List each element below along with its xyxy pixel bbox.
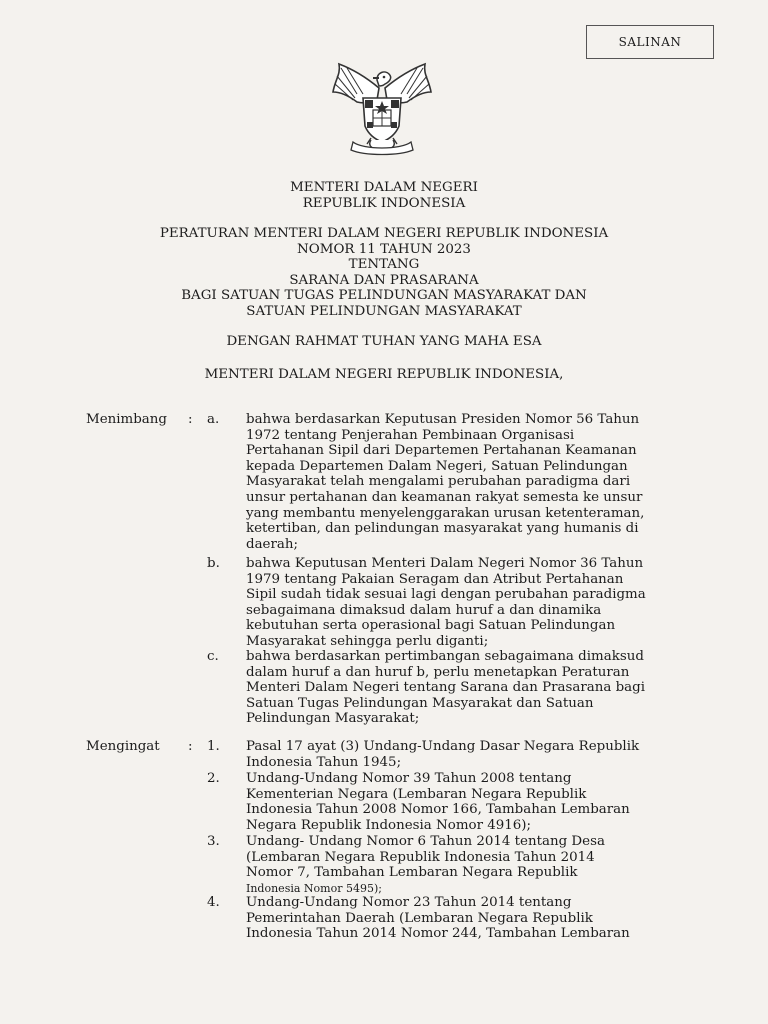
text-line: ketertiban, dan pelindungan masyarakat yang humanis di (246, 521, 639, 537)
regulation-title: PERATURAN MENTERI DALAM NEGERI REPUBLIK INDONESIA (159, 226, 609, 241)
text-line: bahwa berdasarkan pertimbangan sebagaimana dimaksud (246, 649, 644, 664)
item-marker: 2. (207, 771, 220, 786)
text-line: Masyarakat sehingga perlu diganti; (246, 633, 489, 649)
text-line: Negara Republik Indonesia Nomor 4916); (246, 817, 532, 833)
regulation-subject-line: BAGI SATUAN TUGAS PELINDUNGAN MASYARAKAT DAN (181, 288, 587, 304)
mengingat-label: Mengingat (86, 739, 160, 754)
garuda-emblem-icon (327, 58, 437, 158)
text-line: Pertahanan Sipil dari Departemen Pertahanan Keamanan (246, 443, 637, 459)
text-line: Indonesia Tahun 1945; (246, 754, 402, 770)
item-text (246, 412, 674, 552)
text-line: unsur pertahanan dan keamanan rakyat semesta ke unsur (246, 489, 643, 505)
item-text (246, 556, 674, 650)
text-line: Undang- Undang Nomor 6 Tahun 2014 tentang Desa (246, 834, 605, 849)
text-line: Indonesia Nomor 5495); (246, 881, 382, 895)
issuer-line (0, 367, 768, 383)
text-line: kepada Departemen Dalam Negeri, Satuan Pelindungan (246, 458, 628, 474)
text-line: kebutuhan serta operasional bagi Satuan Pelindungan (246, 618, 616, 634)
issuer-text: MENTERI DALAM NEGERI REPUBLIK INDONESIA, (204, 367, 564, 382)
text-line: daerah; (246, 536, 298, 552)
mengingat-colon: : (188, 739, 193, 754)
menimbang-colon: : (188, 412, 193, 427)
text-line: Pasal 17 ayat (3) Undang-Undang Dasar Negara Republik (246, 739, 640, 754)
text-line: dalam huruf a dan huruf b, perlu menetapkan Peraturan (246, 664, 630, 680)
regulation-number: NOMOR 11 TAHUN 2023 (297, 241, 471, 257)
regulation-subject-line: SATUAN PELINDUNGAN MASYARAKAT (246, 303, 522, 319)
text-line: Sipil sudah tidak sesuai lagi dengan perubahan paradigma (246, 587, 646, 603)
item-marker: b. (207, 556, 220, 571)
text-line: Satuan Tugas Pelindungan Masyarakat dan Satuan (246, 695, 594, 711)
regulation-about: TENTANG (348, 257, 420, 273)
item-marker: a. (207, 412, 220, 427)
text-line: Indonesia Tahun 2014 Nomor 244, Tambahan Lembaran (246, 926, 630, 942)
text-line: Undang-Undang Nomor 23 Tahun 2014 tentang (246, 895, 572, 910)
text-line: Menteri Dalam Negeri tentang Sarana dan Prasarana bagi (246, 680, 646, 696)
item-text (246, 771, 674, 833)
stamp-label: SALINAN (618, 35, 682, 49)
text-line: Kementerian Negara (Lembaran Negara Republik (246, 786, 587, 802)
regulation-subject-line: SARANA DAN PRASARANA (289, 272, 479, 288)
text-line: Indonesia Tahun 2008 Nomor 166, Tambahan Lembaran (246, 802, 630, 818)
text-line: yang membantu menyelenggarakan urusan ketenteraman, (246, 505, 645, 521)
ministry-header (0, 180, 768, 211)
text-line: Pemerintahan Daerah (Lembaran Negara Republik (246, 910, 593, 926)
text-line: 1979 tentang Pakaian Seragam dan Atribut Pertahanan (246, 571, 624, 587)
text-line: Nomor 7, Tambahan Lembaran Negara Republik (246, 865, 578, 881)
item-text (246, 739, 674, 770)
minister-title: MENTERI DALAM NEGERI (290, 180, 478, 195)
country-name: REPUBLIK INDONESIA (302, 195, 466, 211)
blessing-text: DENGAN RAHMAT TUHAN YANG MAHA ESA (226, 334, 542, 349)
text-line: Pelindungan Masyarakat; (246, 711, 420, 727)
item-text (246, 649, 674, 727)
text-line: 1972 tentang Penjerahan Pembinaan Organisasi (246, 427, 575, 443)
blessing-line (0, 334, 768, 350)
item-marker: c. (207, 649, 219, 664)
text-line: bahwa berdasarkan Keputusan Presiden Nomor 56 Tahun (246, 412, 640, 427)
text-line: Masyarakat telah mengalami perubahan paradigma dari (246, 474, 631, 490)
text-line: bahwa Keputusan Menteri Dalam Negeri Nomor 36 Tahun (246, 556, 644, 571)
item-text (246, 834, 674, 896)
text-line: Undang-Undang Nomor 39 Tahun 2008 tentang (246, 771, 572, 786)
item-text (246, 895, 674, 942)
item-marker: 3. (207, 834, 220, 849)
item-marker: 4. (207, 895, 220, 910)
menimbang-label: Menimbang (86, 412, 167, 427)
text-line: sebagaimana dimaksud dalam huruf a dan dinamika (246, 602, 602, 618)
regulation-title-block (0, 226, 768, 320)
text-line: (Lembaran Negara Republik Indonesia Tahun 2014 (246, 849, 595, 865)
salinan-stamp (586, 25, 714, 59)
item-marker: 1. (207, 739, 220, 754)
